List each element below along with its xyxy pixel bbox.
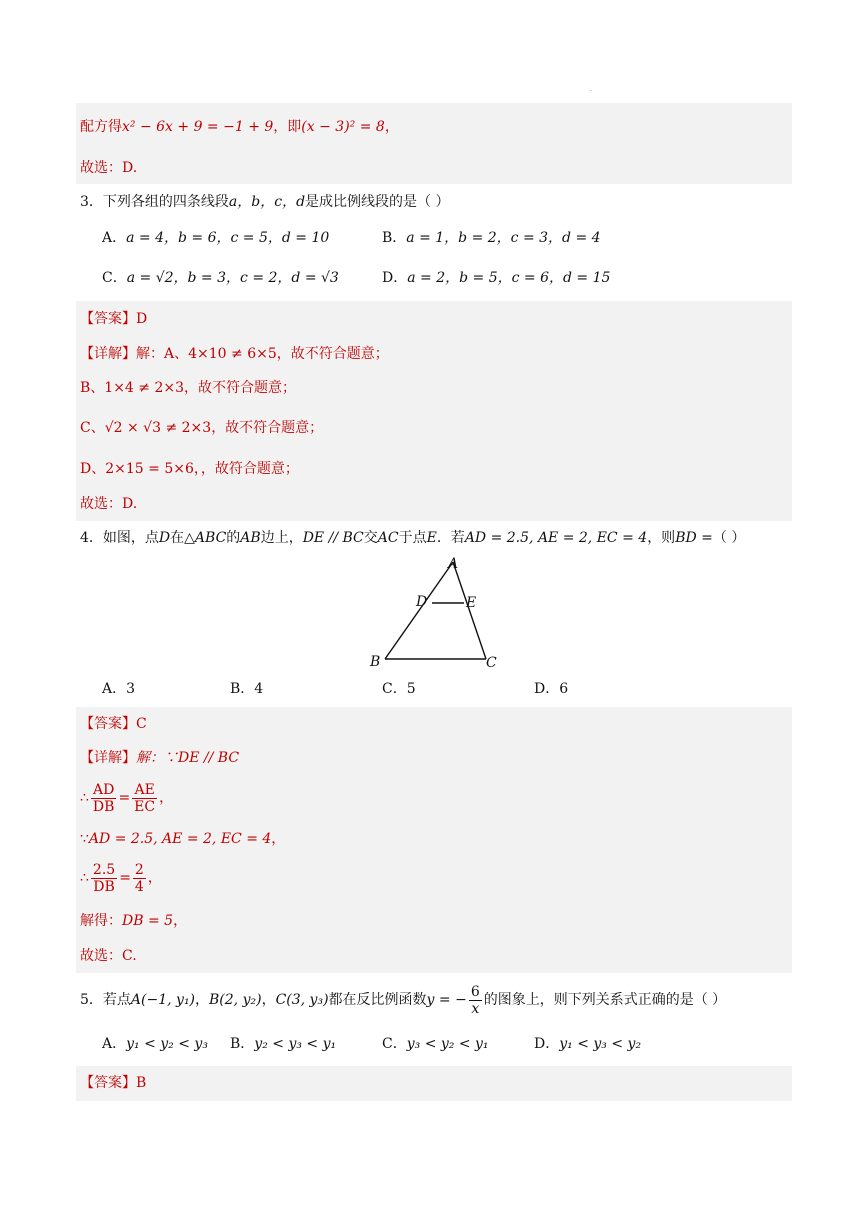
page-dot: . (590, 86, 592, 93)
q3-answer: 【答案】D (80, 311, 148, 327)
q4-option-d: D．6 (534, 681, 569, 697)
q3-answer-panel (76, 301, 792, 521)
q3-conclusion: 故选：D. (80, 496, 138, 512)
q4-stem: 4．如图，点D在△ABC的AB边上，DE // BC交AC于点E．若AD = 2.5, AE = 2, EC = 4，则BD =（ ） (80, 530, 746, 546)
label-e: E (466, 595, 477, 611)
q4-conclusion: 故选：C. (80, 948, 137, 964)
q4-detail-first: 【详解】解：∵DE // BC (80, 750, 240, 766)
q3-option-a: A．a = 4，b = 6，c = 5，d = 10 (102, 230, 330, 246)
q3-stem: 3．下列各组的四条线段a，b，c，d是成比例线段的是（ ） (80, 194, 450, 210)
side-ab (385, 562, 453, 659)
q5-option-c: C．y₃ < y₂ < y₁ (382, 1036, 489, 1052)
q5-option-d: D．y₁ < y₃ < y₂ (534, 1036, 642, 1052)
q2-solution-panel (76, 103, 792, 184)
label-d: D (416, 594, 428, 610)
label-b: B (370, 654, 381, 670)
q3-option-b: B．a = 1，b = 2，c = 3，d = 4 (382, 230, 601, 246)
q3-detail-d: D、2×15 = 5×6，，故符合题意； (80, 461, 299, 477)
q4-given-line: ∵AD = 2.5, AE = 2, EC = 4， (80, 831, 286, 847)
q5-answer-panel (76, 1066, 792, 1101)
q3-option-d: D．a = 2，b = 5，c = 6，d = 15 (382, 270, 611, 286)
q5-stem: 5．若点A(−1, y₁)，B(2, y₂)，C(3, y₃)都在反比例函数y = − $\frac{6}{x}$ 的图象上，则下列关系式正确的是（ ） (80, 983, 727, 1017)
q3-detail-b: B、1×4 ≠ 2×3，故不符合题意； (80, 380, 297, 396)
label-a: A (448, 556, 459, 572)
q3-option-c: C．a = √2，b = 3，c = 2，d = √3 (102, 270, 339, 286)
q3-detail-c: C、√2 × √3 ≠ 2×3，故不符合题意； (80, 420, 324, 436)
q4-solve-line: 解得：DB = 5， (80, 913, 188, 929)
q4-option-c: C．5 (382, 681, 416, 697)
q4-answer: 【答案】C (80, 716, 147, 732)
q4-ratio-line: ∴ $\frac{AD}{DB}$ = $\frac{AE}{EC}$ ， (80, 781, 174, 815)
q4-option-a: A．3 (102, 681, 136, 697)
triangle-figure (360, 552, 510, 677)
q4-substitute-line: ∴ $\frac{2.5}{DB}$ = $\frac{2}{4}$ ， (80, 861, 162, 895)
q3-detail-a: 【详解】解：A、4×10 ≠ 6×5，故不符合题意； (80, 346, 389, 362)
label-c: C (486, 655, 497, 671)
q2-completing-square-line: 配方得x² − 6x + 9 = −1 + 9，即(x − 3)² = 8， (80, 119, 399, 135)
q2-conclusion: 故选：D. (80, 160, 138, 176)
q5-answer: 【答案】B (80, 1075, 147, 1091)
q5-option-a: A．y₁ < y₂ < y₃ (102, 1036, 208, 1052)
q4-option-b: B．4 (230, 681, 264, 697)
q5-option-b: B．y₂ < y₃ < y₁ (230, 1036, 337, 1052)
